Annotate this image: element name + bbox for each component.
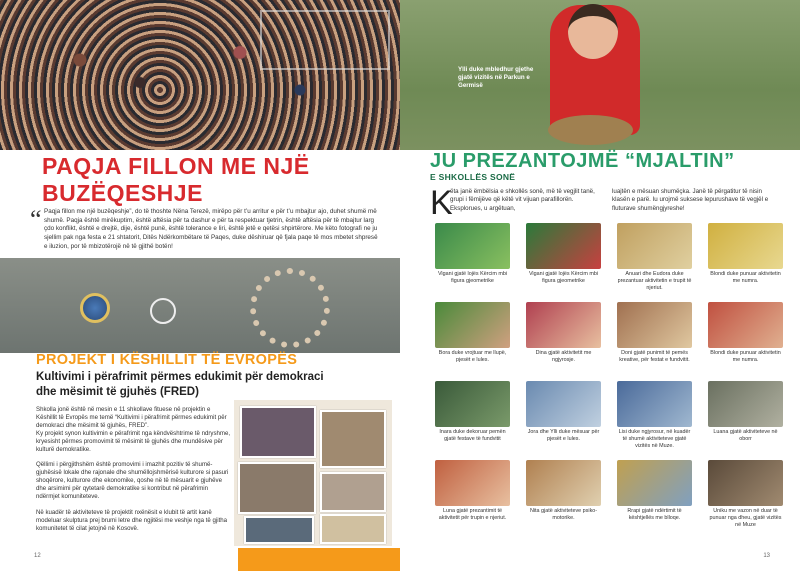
- right-page: [400, 0, 800, 571]
- project-body: [36, 406, 231, 533]
- boy-photo-caption: Ylli duke mbledhur gjethe gjatë vizitës në Parkun e Germisë: [458, 66, 534, 89]
- grid-cell: [708, 302, 783, 364]
- grid-cell: [526, 223, 601, 285]
- grid-cell: [435, 381, 510, 443]
- grid-cell: [435, 223, 510, 285]
- grid-caption: Luna gjatë prezantimit të aktivitetit për trupin e njeriut.: [438, 508, 507, 521]
- grid-caption: Rrapi gjatë ndërtimit të kështjellës me blloqe.: [627, 508, 682, 521]
- grid-caption: Lisi duke ngjyrosur, në kuadër të shumë aktiviteteve gjatë vizitës në Muze.: [618, 429, 691, 449]
- intro-column-2: luajtën e mësuan shumëçka. Janë të përgatitur të nisin klasën e parë. Iu urojmë suksese lepurushave të vegjël e fluturave shumëngjyreshe!: [612, 188, 769, 212]
- project-para-4: Në kuadër të aktiviteteve të projektit nxënësit e klubit të artit kanë modeluar skulptura prej brumi letre dhe ngjitësi me veshje nga të gjitha komunitetet të cilat jetojnë në Kosovë.: [36, 508, 228, 532]
- grid-cell: [617, 302, 692, 364]
- crowd-photo: [0, 0, 400, 150]
- grid-caption: Vigani gjatë lojës Kërcim mbi figura gjeometrike: [528, 271, 599, 284]
- project-para-1: Shkolla jonë është në mesin e 11 shkollave fituese në projektin e Këshillit të Evropës me temë “Kultivimi i përafrimit përmes edukimit për demokraci dhe mësimit të gjuhës, FRED”.: [36, 406, 227, 429]
- mjalti-subtitle: E SHKOLLËS SONË: [430, 172, 516, 182]
- page-number-left: 12: [34, 553, 41, 559]
- grid-cell: [617, 381, 692, 450]
- peace-title-line1: PAQJA FILLON ME NJË: [38, 153, 314, 180]
- grid-cell: [435, 302, 510, 364]
- grid-caption: Nita gjatë aktiviteteve psiko-motorike.: [529, 508, 598, 521]
- grid-cell: [708, 381, 783, 443]
- page-number-right: 13: [763, 553, 770, 559]
- grid-cell: [526, 460, 601, 522]
- grid-cell: [617, 460, 692, 522]
- peace-article-text: Paqja fillon me një buzëqeshje”, do të thoshte Nëna Terezë, mirëpo për t’u arritur e për t’u mbajtur ajo, duhet shumë më shumë. Paqja është mirëkuptim, është aftësia për ta dashur e për ta respektuar tjetrin, është aftësia për të mbajtur larg çdo konflikt, është e drejtë, dije, është punë, është tolerance e liri, është jetë e qetësi shpirtërore. Me këto fotografi ne ju sjellim pak nga festa e 21 shtatorit, Ditës Ndërkombëtare të Paqes, duke dëshiruar që fjala paqe të mos mbetet shpresë e iluzion, por të mbizotërojë në të gjithë botën!: [44, 208, 378, 250]
- grid-cell: [526, 381, 601, 443]
- peace-title-line2: BUZËQESHJE: [38, 180, 207, 207]
- grid-caption: Blondi duke punuar aktivitetin me numra.: [710, 271, 781, 284]
- project-subtitle: Kultivimi i përafrimit përmes edukimit për demokraci dhe mësimit të gjuhës (FRED): [36, 371, 324, 398]
- quote-mark: “: [30, 205, 42, 234]
- grid-cell: [435, 460, 510, 522]
- project-photo-collage: [234, 400, 392, 546]
- grid-cell: [526, 302, 601, 364]
- mjalti-title: JU PREZANTOJMË “MJALTIN”: [430, 150, 735, 172]
- drop-cap: K: [430, 184, 453, 222]
- grid-caption: Luana gjatë aktiviteteve në oborr: [713, 429, 778, 442]
- project-title: PROJEKT I KËSHILLIT TË EVROPËS: [36, 352, 298, 368]
- grid-cell: [617, 223, 692, 292]
- grid-cell: [708, 223, 783, 285]
- project-para-3: Qëllimi i përgjithshëm është promovimi i imazhit pozitiv të shumë-gjuhësisë lokale dhe rajonale dhe shumëllojshmërisë kulturore si pasuri shoqërore, kulturore dhe ekonomike, qoshe në të mësuarit e gjuhëve dhe arsimimi për qytetarë demokratike si kontribut në përafrimin ndërmjet komuniteteve.: [36, 461, 229, 501]
- intro-column-1: ëta janë ëmbëlsia e shkollës sonë, më të vegjlit tanë, grupi i fëmijëve që këtë vit vijuan parafillorën. Eksplorues, u argëtuan,: [450, 188, 595, 212]
- grid-caption: Dina gjatë aktivitetit me ngjyrosje.: [535, 350, 592, 363]
- grid-cell: [708, 460, 783, 529]
- peace-ground-photo: [0, 258, 400, 353]
- grid-caption: Inara duke dekoruar pemën gjatë festave të fundvitit: [439, 429, 506, 442]
- grid-caption: Blondi duke punuar aktivitetin me numra.: [710, 350, 781, 363]
- grid-caption: Uniku me vazon në duar të punuar nga dheu, gjatë vizitës në Muze: [709, 508, 782, 528]
- grid-caption: Doni gjatë punimit të pemës kreative, për festat e fundvitit.: [619, 350, 690, 363]
- grid-caption: Jora dhe Ylli duke mësuar për pjesët e lules.: [527, 429, 600, 442]
- grid-caption: Anuari dhe Eudora duke prezantuar aktivitetin e trupit të njeriut.: [617, 271, 692, 291]
- grid-caption: Vigani gjatë lojës Kërcim mbi figura gjeometrike: [437, 271, 508, 284]
- grid-caption: Bora duke vrojtuar me llupë, pjesët e lules.: [438, 350, 507, 363]
- orange-decor-strip: [238, 548, 400, 571]
- project-para-2: Ky projekt synon kultivimin e përafrimit nga këndvështrime të ndryshme, kryesisht përmes promovimit të mësimit të gjuhës dhe mundësive për kulturë demokratike.: [36, 429, 231, 453]
